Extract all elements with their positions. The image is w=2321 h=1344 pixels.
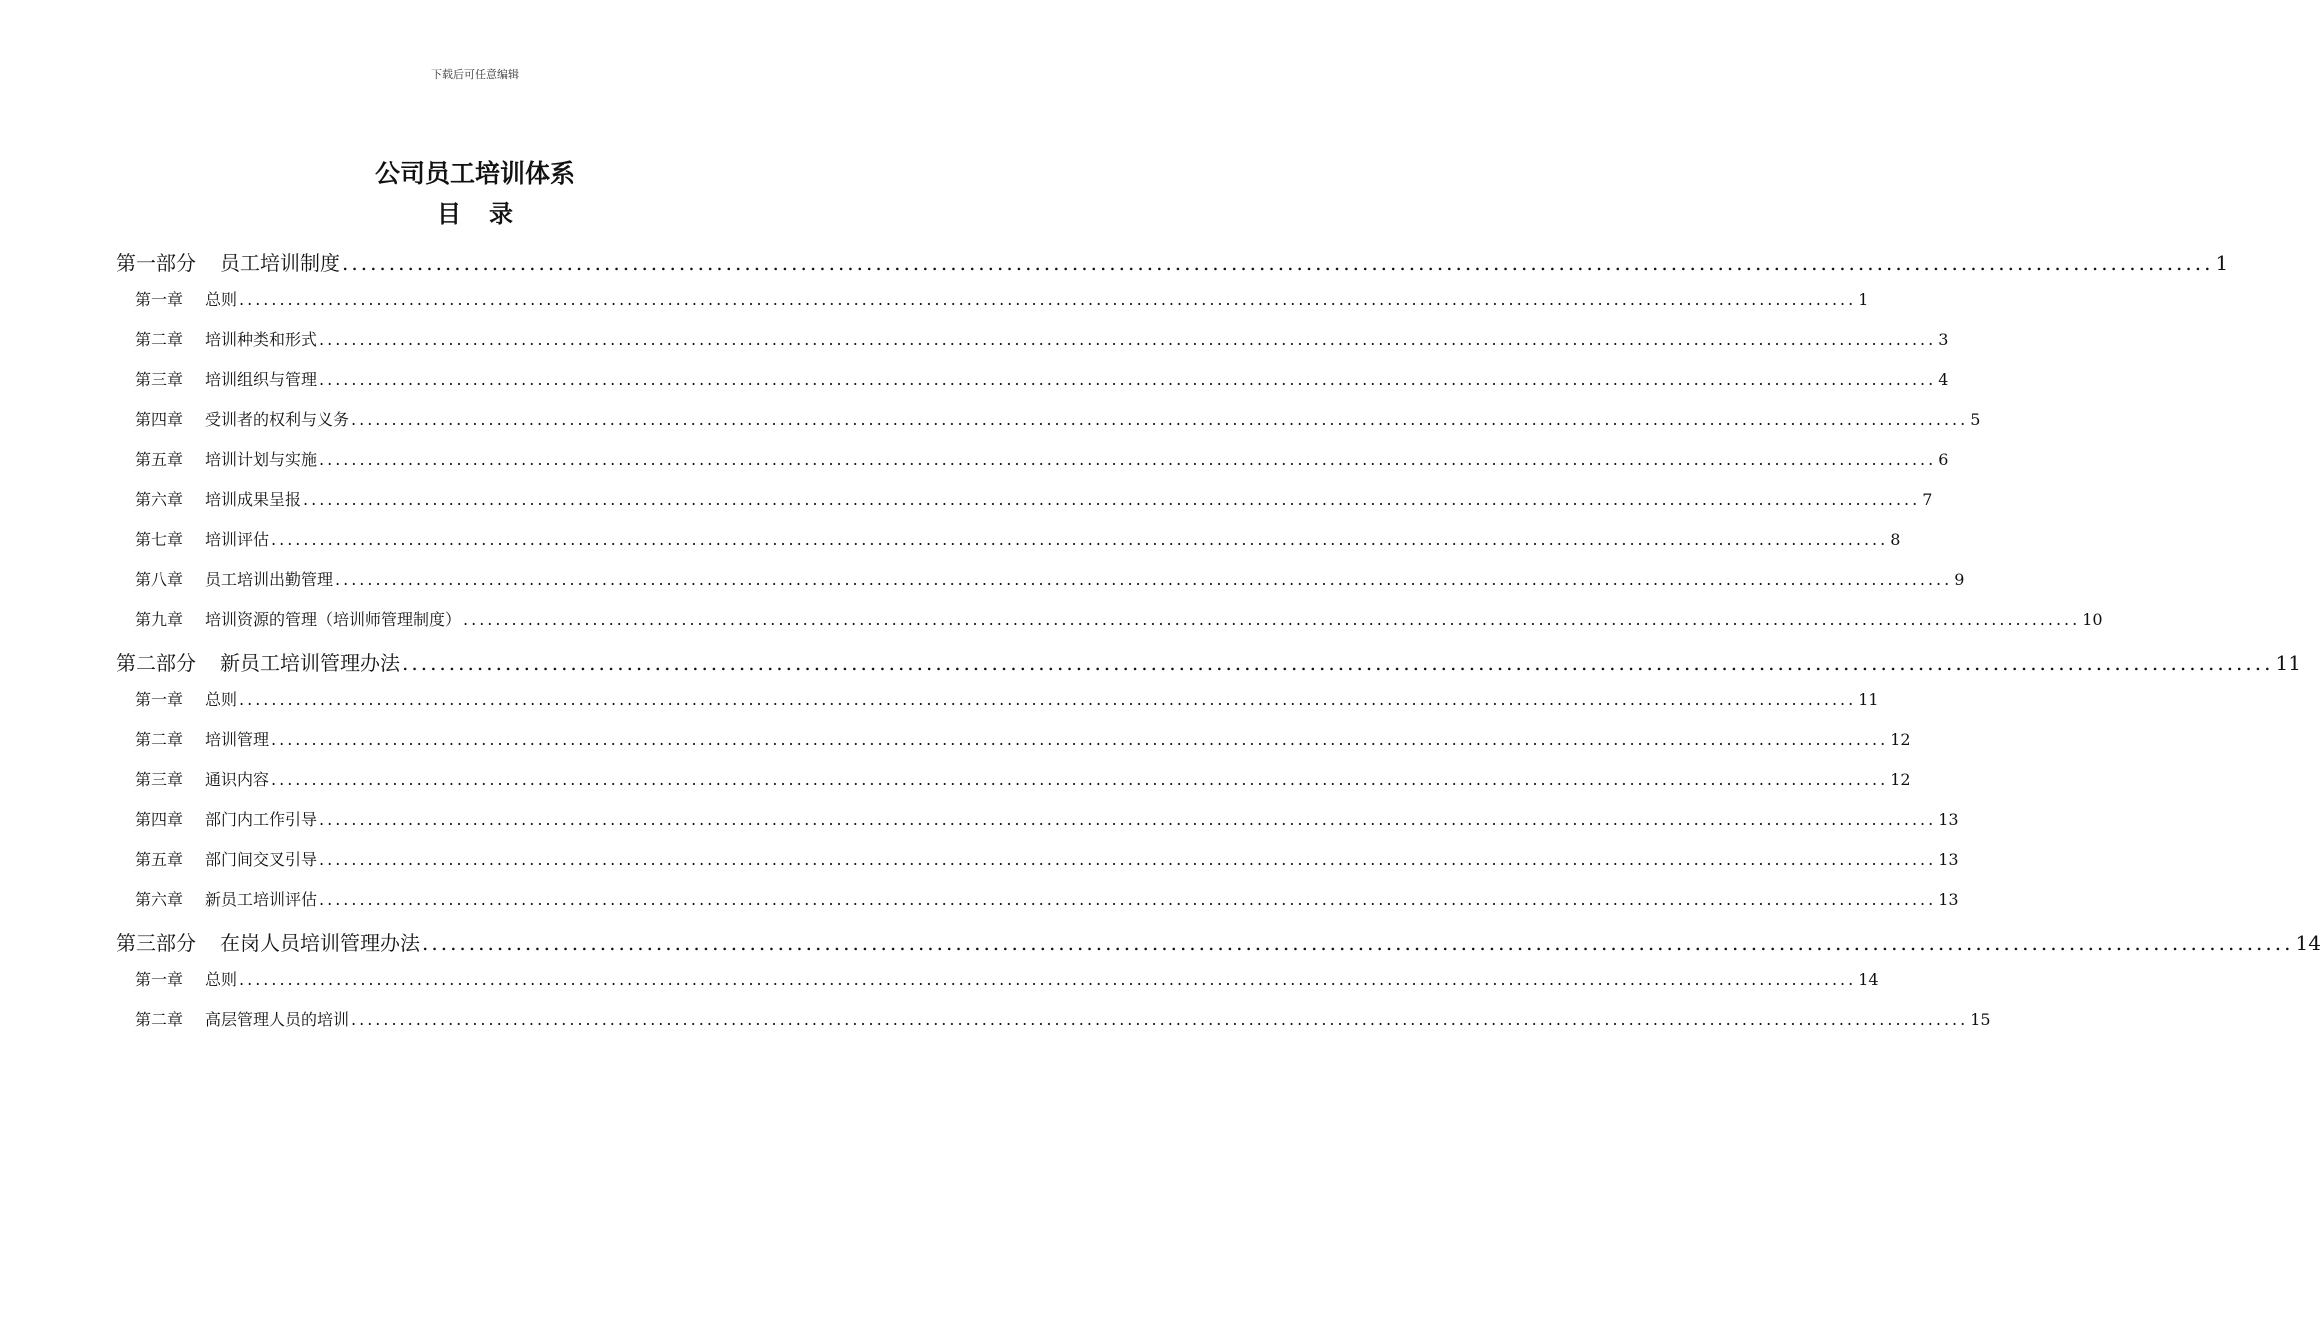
toc-chapter-entry[interactable] [135, 407, 1981, 447]
toc-entry-title: 员工培训出勤管理 [205, 570, 334, 589]
document-title: 公司员工培训体系 [374, 159, 575, 188]
toc-dot-leader: ........................................................................................................................................................................................................ [319, 330, 1937, 349]
toc-entry-title: 新员工培训管理办法 [220, 651, 400, 675]
toc-dot-leader: ........................................................................................................................................................................................................ [319, 850, 1937, 869]
toc-chapter-entry[interactable] [135, 327, 1949, 367]
toc-entry-title: 培训评估 [205, 530, 270, 549]
toc-entry-number: 第二章 [135, 1010, 184, 1029]
toc-entry-number: 第二章 [135, 730, 184, 749]
toc-entry-label [135, 607, 461, 630]
toc-entry-number: 第二章 [135, 330, 184, 349]
toc-entry-label [116, 247, 340, 276]
toc-dot-leader: ........................................................................................................................................................................................................ [271, 530, 1889, 549]
toc-dot-leader: ........................................................................................................................................................................................................ [271, 770, 1889, 789]
toc-dot-leader: ........................................................................................................................................................................................................ [319, 450, 1937, 469]
toc-page-number: 11 [1858, 690, 1879, 709]
toc-dot-leader: ........................................................................................................................................................................................................ [422, 931, 2294, 955]
page-header-note: 下载后可任意编辑 [431, 68, 519, 81]
toc-chapter-entry[interactable] [135, 367, 1949, 407]
toc-entry-number: 第四章 [135, 410, 184, 429]
toc-chapter-entry[interactable] [135, 487, 1933, 527]
toc-page-number: 1 [2215, 251, 2229, 275]
toc-entry-title: 总则 [205, 690, 238, 709]
toc-entry-title: 总则 [205, 970, 238, 989]
toc-chapter-entry[interactable] [135, 447, 1949, 487]
toc-page-number: 11 [2275, 651, 2301, 675]
toc-entry-title: 培训组织与管理 [205, 370, 318, 389]
toc-entry-number: 第八章 [135, 570, 184, 589]
toc-entry-number: 第五章 [135, 450, 184, 469]
toc-dot-leader: ........................................................................................................................................................................................................ [335, 570, 1953, 589]
toc-chapter-entry[interactable] [135, 967, 1879, 1007]
toc-dot-leader: ........................................................................................................................................................................................................ [271, 730, 1889, 749]
toc-entry-number: 第一章 [135, 970, 184, 989]
toc-entry-label [135, 447, 317, 470]
toc-part-entry[interactable] [116, 927, 2321, 967]
toc-entry-title: 培训成果呈报 [205, 490, 302, 509]
toc-entry-label [135, 727, 269, 750]
toc-page-number: 13 [1938, 850, 1959, 869]
toc-page-number: 1 [1858, 290, 1869, 309]
toc-entry-label [135, 327, 317, 350]
toc-page-number: 12 [1890, 770, 1911, 789]
toc-entry-number: 第六章 [135, 890, 184, 909]
toc-dot-leader: ........................................................................................................................................................................................................ [351, 1010, 1969, 1029]
toc-chapter-entry[interactable] [135, 767, 1911, 807]
toc-page-number: 5 [1970, 410, 1981, 429]
toc-entry-number: 第三章 [135, 370, 184, 389]
toc-entry-title: 新员工培训评估 [205, 890, 318, 909]
toc-entry-label [116, 927, 420, 956]
toc-entry-number: 第三部分 [116, 931, 196, 955]
toc-dot-leader: ........................................................................................................................................................................................................ [239, 290, 1857, 309]
toc-entry-number: 第一部分 [116, 251, 196, 275]
toc-entry-label [135, 367, 317, 390]
toc-dot-leader: ........................................................................................................................................................................................................ [402, 651, 2274, 675]
toc-page-number: 7 [1922, 490, 1933, 509]
toc-chapter-entry[interactable] [135, 727, 1911, 767]
toc-chapter-entry[interactable] [135, 527, 1901, 567]
toc-entry-label [135, 687, 237, 710]
toc-page-number: 8 [1890, 530, 1901, 549]
toc-entry-label [135, 887, 317, 910]
toc-entry-title: 高层管理人员的培训 [205, 1010, 350, 1029]
toc-entry-label [135, 487, 301, 510]
toc-entry-label [135, 767, 269, 790]
toc-entry-title: 培训种类和形式 [205, 330, 318, 349]
toc-entry-number: 第七章 [135, 530, 184, 549]
toc-dot-leader: ........................................................................................................................................................................................................ [319, 890, 1937, 909]
toc-entry-label [135, 807, 317, 830]
toc-chapter-entry[interactable] [135, 887, 1959, 927]
toc-entry-number: 第四章 [135, 810, 184, 829]
toc-dot-leader: ........................................................................................................................................................................................................ [303, 490, 1921, 509]
toc-dot-leader: ........................................................................................................................................................................................................ [319, 810, 1937, 829]
toc-page-number: 12 [1890, 730, 1911, 749]
toc-entry-label [135, 287, 237, 310]
toc-page-number: 9 [1954, 570, 1965, 589]
toc-heading: 目录 [437, 200, 541, 228]
toc-page-number: 10 [2082, 610, 2103, 629]
toc-page-number: 13 [1938, 810, 1959, 829]
toc-entry-title: 部门间交叉引导 [205, 850, 318, 869]
toc-entry-label [135, 527, 269, 550]
toc-dot-leader: ........................................................................................................................................................................................................ [239, 690, 1857, 709]
toc-entry-number: 第五章 [135, 850, 184, 869]
toc-dot-leader: ........................................................................................................................................................................................................ [319, 370, 1937, 389]
toc-entry-number: 第六章 [135, 490, 184, 509]
toc-page-number: 14 [1858, 970, 1879, 989]
toc-entry-title: 通识内容 [205, 770, 270, 789]
toc-part-entry[interactable] [116, 247, 2229, 287]
toc-entry-title: 培训资源的管理（培训师管理制度） [205, 610, 462, 629]
toc-dot-leader: ........................................................................................................................................................................................................ [239, 970, 1857, 989]
toc-entry-title: 员工培训制度 [220, 251, 340, 275]
toc-entry-title: 培训管理 [205, 730, 270, 749]
toc-page-number: 13 [1938, 890, 1959, 909]
toc-page-number: 4 [1938, 370, 1949, 389]
toc-entry-number: 第一章 [135, 290, 184, 309]
toc-entry-number: 第二部分 [116, 651, 196, 675]
toc-entry-label [135, 407, 349, 430]
toc-chapter-entry[interactable] [135, 847, 1959, 887]
toc-chapter-entry[interactable] [135, 1007, 1991, 1047]
toc-entry-label [135, 567, 333, 590]
toc-dot-leader: ........................................................................................................................................................................................................ [351, 410, 1969, 429]
toc-chapter-entry[interactable] [135, 567, 1965, 607]
toc-page-number: 14 [2295, 931, 2321, 955]
toc-part-entry[interactable] [116, 647, 2301, 687]
toc-dot-leader: ........................................................................................................................................................................................................ [342, 251, 2214, 275]
toc-entry-number: 第一章 [135, 690, 184, 709]
toc-entry-title: 总则 [205, 290, 238, 309]
toc-entry-label [135, 967, 237, 990]
toc-entry-number: 第九章 [135, 610, 184, 629]
toc-chapter-entry[interactable] [135, 607, 2103, 647]
toc-page-number: 6 [1938, 450, 1949, 469]
toc-chapter-entry[interactable] [135, 687, 1879, 727]
toc-entry-label [135, 847, 317, 870]
toc-entry-number: 第三章 [135, 770, 184, 789]
toc-entry-label [135, 1007, 349, 1030]
toc-entry-title: 受训者的权利与义务 [205, 410, 350, 429]
toc-dot-leader: ........................................................................................................................................................................................................ [463, 610, 2081, 629]
toc-entry-title: 在岗人员培训管理办法 [220, 931, 420, 955]
toc-entry-title: 部门内工作引导 [205, 810, 318, 829]
toc-chapter-entry[interactable] [135, 287, 1869, 327]
toc-chapter-entry[interactable] [135, 807, 1959, 847]
toc-page-number: 15 [1970, 1010, 1991, 1029]
toc-entry-title: 培训计划与实施 [205, 450, 318, 469]
toc-page-number: 3 [1938, 330, 1949, 349]
toc-entry-label [116, 647, 400, 676]
